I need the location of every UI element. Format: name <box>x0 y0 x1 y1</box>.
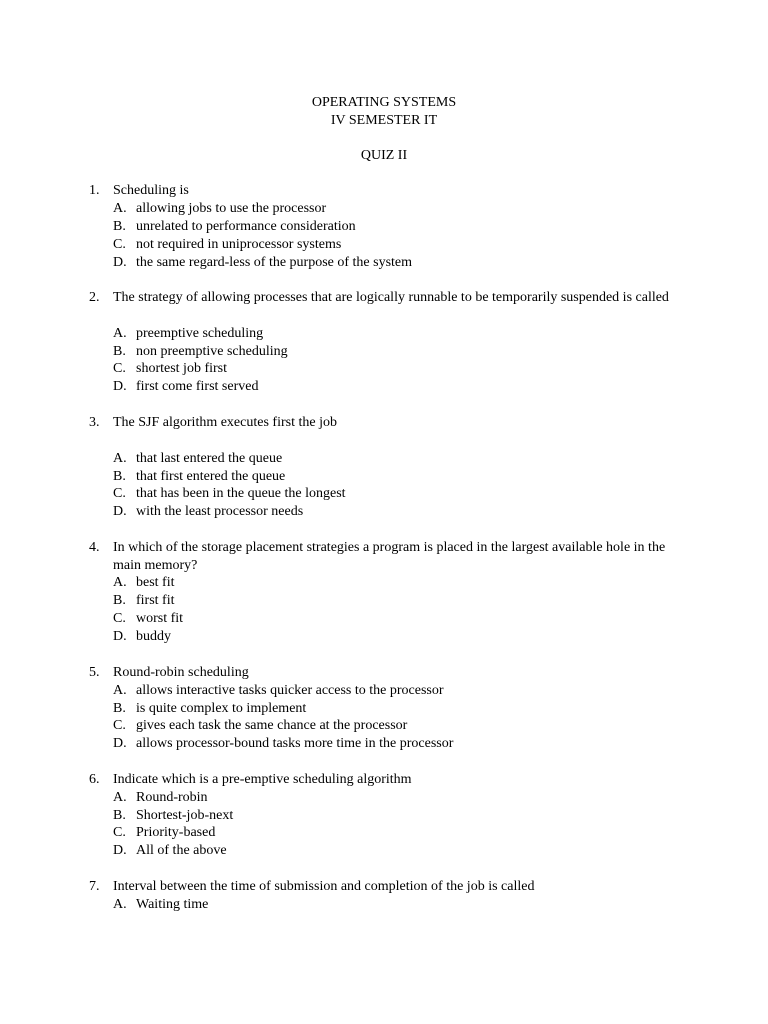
option-c <box>0 717 768 735</box>
option-a <box>0 450 768 468</box>
option-b <box>0 807 768 825</box>
option-c <box>0 236 768 254</box>
option-d <box>0 254 768 272</box>
option-b <box>0 343 768 361</box>
option-text: worst fit <box>136 611 184 626</box>
option-b <box>0 468 768 486</box>
option-letter: A. <box>113 201 127 216</box>
option-text: preemptive scheduling <box>136 326 264 341</box>
option-letter: B. <box>113 469 126 484</box>
option-letter: A. <box>113 451 127 466</box>
option-c <box>0 485 768 503</box>
option-letter: D. <box>113 629 127 644</box>
option-c <box>0 824 768 842</box>
option-text: first come first served <box>136 379 259 394</box>
option-d <box>0 378 768 396</box>
quiz-title: QUIZ II <box>360 148 408 163</box>
course-title: OPERATING SYSTEMS <box>311 95 457 110</box>
option-text: Priority-based <box>136 825 216 840</box>
option-text: allows interactive tasks quicker access to the processor <box>136 683 444 698</box>
semester-title: IV SEMESTER IT <box>330 113 438 128</box>
question-number: 1. <box>89 183 100 198</box>
option-a <box>0 200 768 218</box>
option-c <box>0 360 768 378</box>
option-letter: A. <box>113 683 127 698</box>
option-letter: C. <box>113 718 126 733</box>
option-text: is quite complex to implement <box>136 701 307 716</box>
question-number: 6. <box>89 772 100 787</box>
option-text: gives each task the same chance at the processor <box>136 718 408 733</box>
option-letter: B. <box>113 219 126 234</box>
option-letter: D. <box>113 379 127 394</box>
option-text: that has been in the queue the longest <box>136 486 346 501</box>
option-letter: A. <box>113 790 127 805</box>
option-text: buddy <box>136 629 171 644</box>
option-text: Shortest-job-next <box>136 808 234 823</box>
option-text: allows processor-bound tasks more time in the processor <box>136 736 454 751</box>
option-d <box>0 735 768 753</box>
option-text: best fit <box>136 575 175 590</box>
option-text: with the least processor needs <box>136 504 304 519</box>
option-text: the same regard-less of the purpose of the system <box>136 255 413 270</box>
option-letter: C. <box>113 237 126 252</box>
page-header <box>0 94 768 130</box>
question-number: 5. <box>89 665 100 680</box>
option-d <box>0 628 768 646</box>
question-text: Scheduling is <box>113 183 189 198</box>
option-letter: D. <box>113 504 127 519</box>
question-text: Round-robin scheduling <box>113 665 249 680</box>
option-text: that first entered the queue <box>136 469 286 484</box>
option-letter: C. <box>113 486 126 501</box>
question-number: 4. <box>89 540 100 555</box>
option-letter: A. <box>113 326 127 341</box>
option-a <box>0 789 768 807</box>
option-text: shortest job first <box>136 361 227 376</box>
option-letter: C. <box>113 361 126 376</box>
option-d <box>0 842 768 860</box>
option-text: non preemptive scheduling <box>136 344 288 359</box>
option-letter: C. <box>113 611 126 626</box>
option-a <box>0 682 768 700</box>
option-letter: B. <box>113 344 126 359</box>
option-text: allowing jobs to use the processor <box>136 201 327 216</box>
question-text: Indicate which is a pre-emptive scheduling algorithm <box>113 772 412 787</box>
option-letter: D. <box>113 255 127 270</box>
question-number: 2. <box>89 290 100 305</box>
option-text: first fit <box>136 593 175 608</box>
option-letter: B. <box>113 701 126 716</box>
option-letter: A. <box>113 897 127 912</box>
option-letter: C. <box>113 825 126 840</box>
option-b <box>0 700 768 718</box>
question-number: 7. <box>89 879 100 894</box>
option-a <box>0 896 768 914</box>
question-text: The strategy of allowing processes that are logically runnable to be temporarily suspended is called <box>113 290 669 305</box>
question-number: 3. <box>89 415 100 430</box>
option-b <box>0 218 768 236</box>
option-text: Waiting time <box>136 897 209 912</box>
option-letter: D. <box>113 736 127 751</box>
option-letter: A. <box>113 575 127 590</box>
option-b <box>0 592 768 610</box>
option-a <box>0 574 768 592</box>
option-letter: B. <box>113 808 126 823</box>
question-text: Interval between the time of submission and completion of the job is called <box>113 879 535 894</box>
option-text: not required in uniprocessor systems <box>136 237 342 252</box>
option-text: Round-robin <box>136 790 208 805</box>
question-text: The SJF algorithm executes first the job <box>113 415 337 430</box>
option-letter: B. <box>113 593 126 608</box>
option-d <box>0 503 768 521</box>
option-text: All of the above <box>136 843 227 858</box>
option-c <box>0 610 768 628</box>
option-text: that last entered the queue <box>136 451 283 466</box>
option-a <box>0 325 768 343</box>
option-letter: D. <box>113 843 127 858</box>
option-text: unrelated to performance consideration <box>136 219 356 234</box>
question-text: In which of the storage placement strategies a program is placed in the largest available hole in the main memory? <box>113 540 666 573</box>
